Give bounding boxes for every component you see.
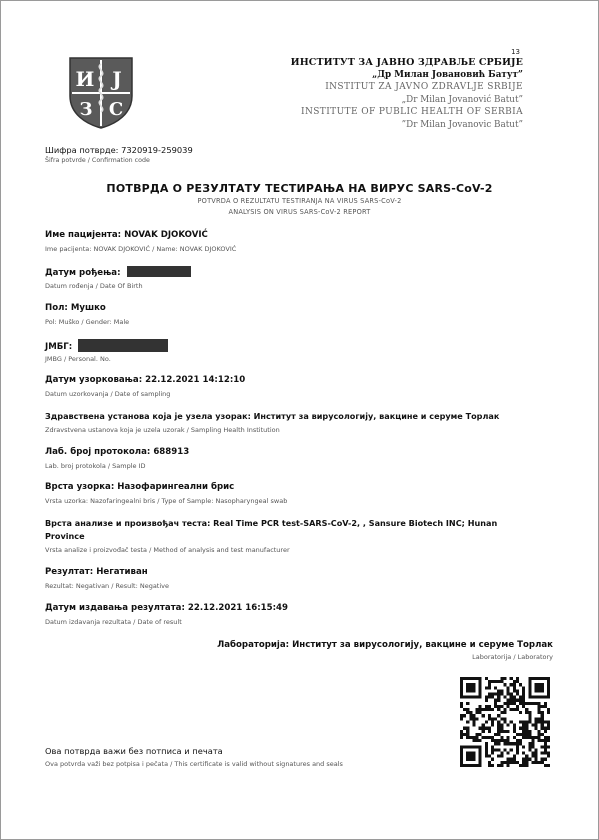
analysis-method-field: Врста анализе и произвођач теста: Real Time PCR test-SARS-CoV-2, , Sansure Biotech INC; Hunan (45, 518, 498, 528)
patient-name-field: Име пацијента: NOVAK DJOKOVIĆ (45, 230, 208, 240)
result-caption: Rezultat: Negativan / Result: Negative (45, 582, 170, 590)
gender-field: Пол: Мушко (45, 303, 106, 313)
logo-letter-2: Ј (112, 67, 122, 91)
patient-name-caption: Ime pacijenta: NOVAK DJOKOVIĆ / Name: NOVAK DJOKOVIĆ (45, 245, 237, 253)
institute-subname-english: ”Dr Milan Jovanovic Batut” (401, 120, 523, 130)
issue-date-caption: Datum izdavanja rezultata / Date of result (45, 618, 182, 626)
institute-name-english: INSTITUTE OF PUBLIC HEALTH OF SERBIA (301, 107, 523, 117)
page-number: 13 (511, 48, 520, 56)
protocol-number-field: Лаб. број протокола: 688913 (45, 447, 190, 457)
date-of-birth-caption: Datum rođenja / Date Of Birth (45, 282, 143, 290)
confirmation-code: Шифра потврде: 7320919-259039 (45, 145, 193, 155)
laboratory-caption: Laboratorija / Laboratory (472, 653, 553, 661)
institute-name-cyrillic: ИНСТИТУТ ЗА ЈАВНО ЗДРАВЉЕ СРБИЈЕ (290, 57, 523, 68)
analysis-method-caption: Vrsta analize i proizvođač testa / Method of analysis and test manufacturer (45, 546, 290, 554)
institute-name-latin: INSTITUT ZA JAVNO ZDRAVLJE SRBIJE (325, 82, 523, 92)
issue-date-field: Датум издавања резултата: 22.12.2021 16:15:49 (45, 603, 289, 613)
sampling-date-caption: Datum uzorkovanja / Date of sampling (45, 390, 171, 398)
sample-type-caption: Vrsta uzorka: Nazofaringealni bris / Type of Sample: Nasopharyngeal swab (45, 497, 288, 505)
logo-letter-1: И (75, 67, 95, 91)
analysis-method-field-cont: Province (45, 531, 85, 541)
document-title: ПОТВРДА О РЕЗУЛТАТУ ТЕСТИРАЊА НА ВИРУС SARS-CoV-2 (106, 182, 493, 195)
gender-caption: Pol: Muško / Gender: Male (45, 318, 130, 326)
result-field: Резултат: Негативан (45, 567, 148, 577)
institute-logo (68, 56, 134, 130)
confirmation-code-caption: Šifra potvrde / Confirmation code (45, 157, 150, 164)
redaction-box (127, 266, 191, 277)
validity-note-caption: Ova potvrda važi bez potpisa i pečata / This certificate is valid without signatures and seals (45, 760, 343, 768)
date-of-birth-field (45, 266, 191, 278)
sample-type-field: Врста узорка: Назофарингеални брис (45, 482, 235, 492)
validity-note: Ова потврда важи без потписа и печата (45, 746, 223, 756)
jmbg-caption: JMBG / Personal. No. (45, 355, 111, 363)
sampling-date-field: Датум узорковања: 22.12.2021 14:12:10 (45, 375, 246, 385)
qr-code (460, 677, 550, 767)
institute-subname-latin: „Dr Milan Jovanović Batut” (401, 95, 523, 105)
redaction-box (78, 339, 168, 352)
date-of-birth-label: Датум рођења: (45, 268, 121, 278)
sampling-institution-field: Здравствена установа која је узела узорак: Институт за вирусологију, вакцине и серуме Торлак (45, 411, 500, 421)
jmbg-label: ЈМБГ: (45, 342, 73, 352)
document-subtitle-latin: POTVRDA O REZULTATU TESTIRANJA NA VIRUS SARS-CoV-2 (197, 197, 402, 205)
logo-letter-3: З (79, 99, 93, 120)
document-subtitle-english: ANALYSIS ON VIRUS SARS-CoV-2 REPORT (228, 208, 371, 216)
sampling-institution-caption: Zdravstvena ustanova koja je uzela uzorak / Sampling Health Institution (45, 426, 280, 434)
logo-letter-4: С (108, 99, 124, 120)
institute-subname-cyrillic: „Др Милан Јовановић Батут” (372, 70, 523, 80)
jmbg-field (45, 339, 168, 352)
protocol-number-caption: Lab. broj protokola / Sample ID (45, 462, 146, 470)
laboratory-field: Лабораторија: Институт за вирусологију, вакцине и серуме Торлак (217, 640, 553, 650)
